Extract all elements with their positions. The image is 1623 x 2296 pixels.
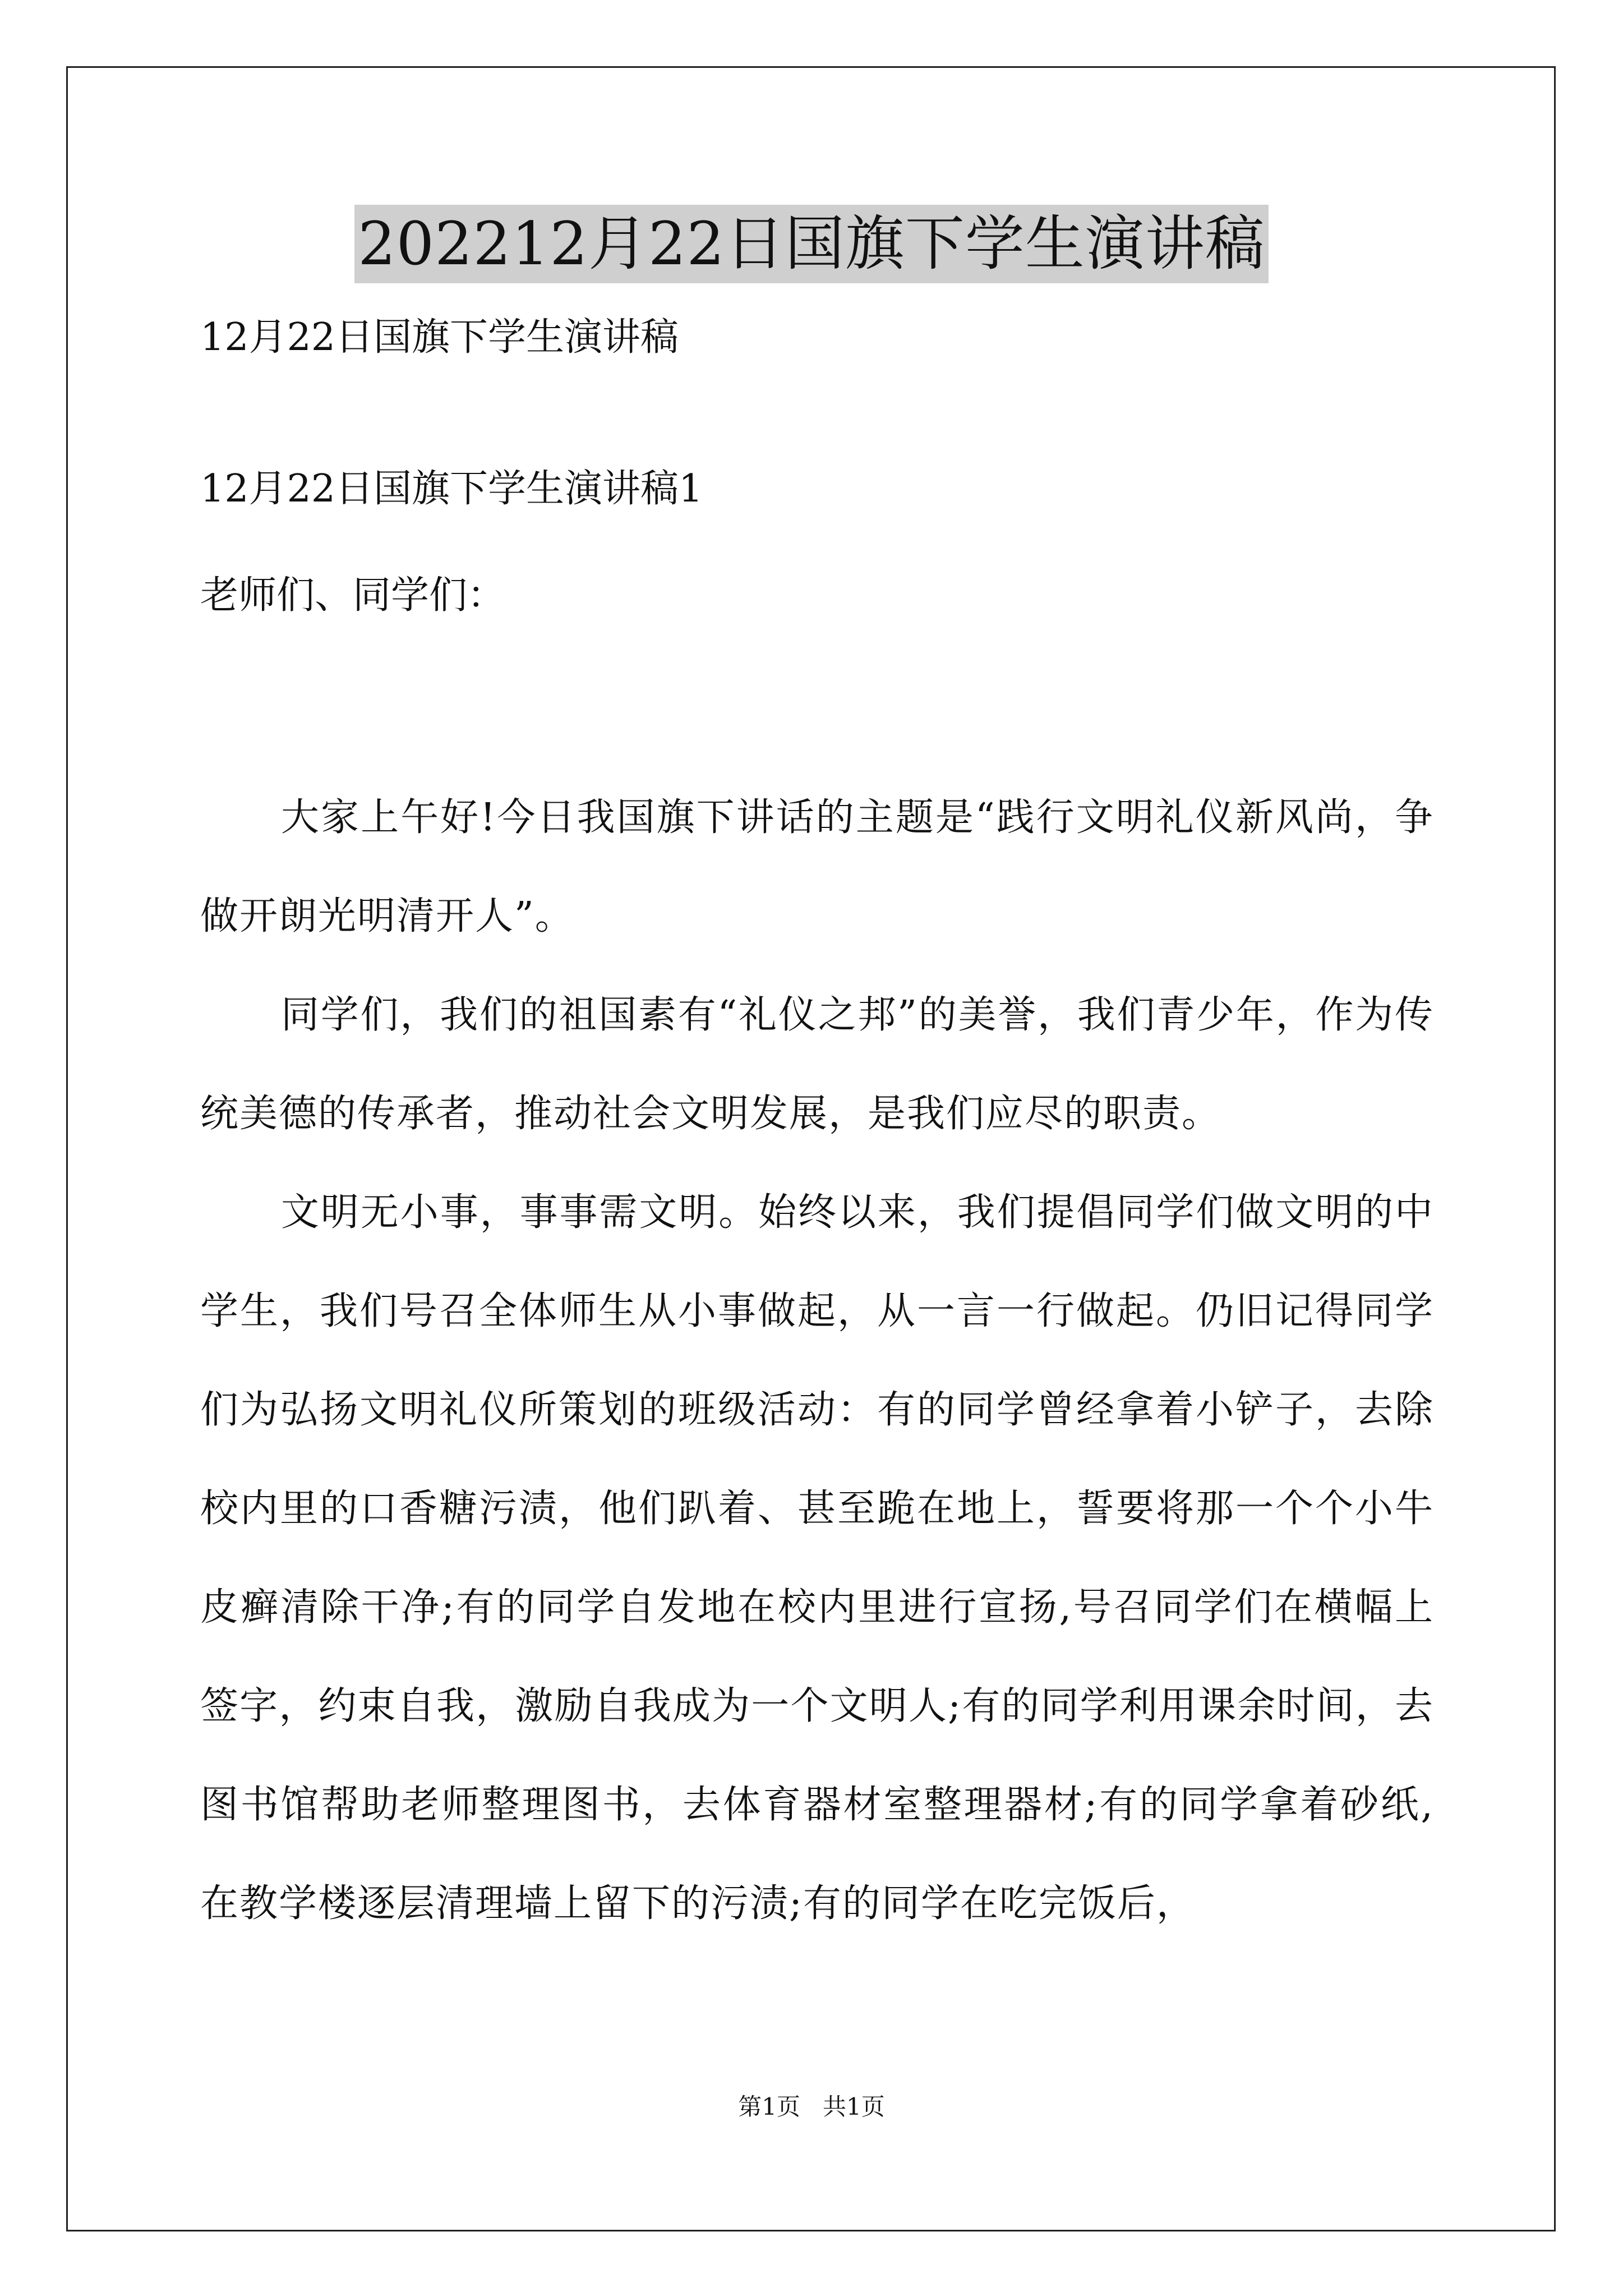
document-body	[200, 769, 1434, 1953]
section-heading: 12月22日国旗下学生演讲稿1	[200, 467, 703, 511]
document-subtitle: 12月22日国旗下学生演讲稿	[200, 315, 679, 360]
page-number: 第1页 共1页	[738, 2093, 885, 2120]
paragraph: 同学们，我们的祖国素有“礼仪之邦”的美誉，我们青少年，作为传统美德的传承者，推动社会文明发展，是我们应尽的职责。	[200, 993, 1434, 1136]
title-container	[0, 205, 1623, 283]
paragraph: 大家上午好!今日我国旗下讲话的主题是“践行文明礼仪新风尚，争做开朗光明清开人”。	[200, 795, 1434, 938]
document-title: 202212月22日国旗下学生演讲稿	[354, 205, 1269, 283]
greeting: 老师们、同学们：	[200, 573, 506, 618]
paragraph: 文明无小事，事事需文明。始终以来，我们提倡同学们做文明的中学生，我们号召全体师生从小事做起，从一言一行做起。仍旧记得同学们为弘扬文明礼仪所策划的班级活动：有的同学曾经拿着小铲子，去除校内里的口香糖污渍，他们趴着、甚至跪在地上，誓要将那一个个小牛皮癣清除干净;有的同学自发地在校内里进行宣扬,号召同学们在横幅上签字，约束自我，激励自我成为一个文明人;有的同学利用课余时间，去图书馆帮助老师整理图书，去体育器材室整理器材;有的同学拿着砂纸,在教学楼逐层清理墙上留下的污渍;有的同学在吃完饭后，	[200, 1190, 1434, 1926]
